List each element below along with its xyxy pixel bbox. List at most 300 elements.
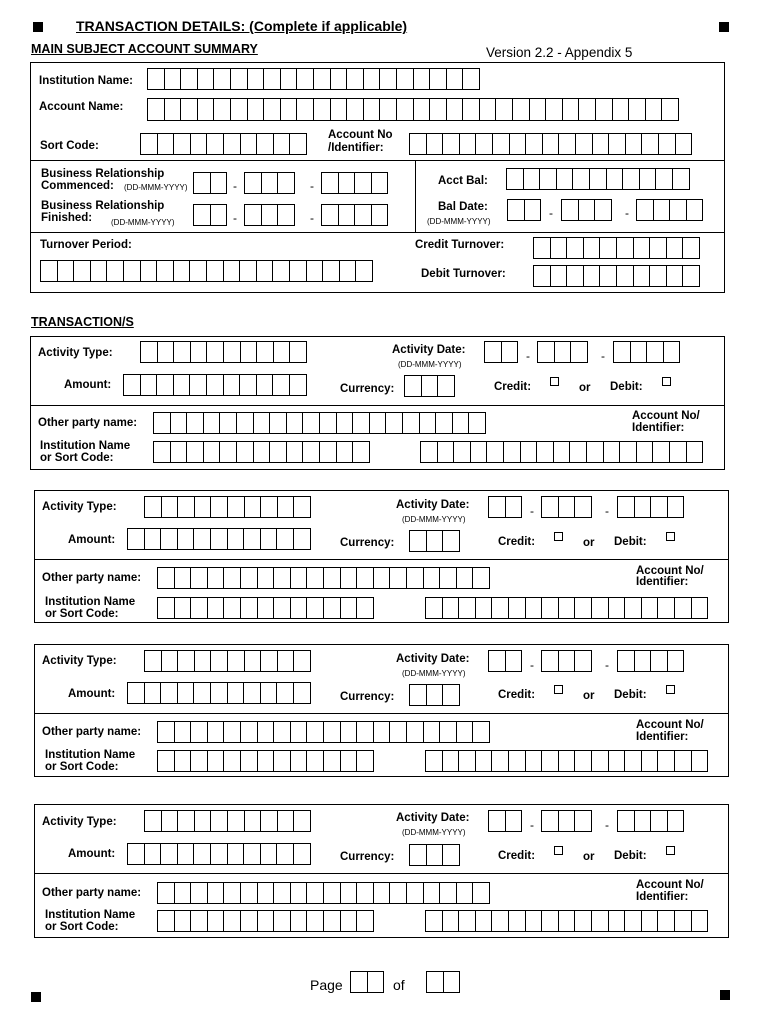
char-box[interactable] bbox=[437, 375, 455, 397]
char-box[interactable] bbox=[426, 684, 444, 706]
char-box[interactable] bbox=[223, 341, 241, 363]
char-box[interactable] bbox=[207, 910, 225, 932]
char-box[interactable] bbox=[472, 882, 490, 904]
char-box[interactable] bbox=[244, 496, 262, 518]
char-box[interactable] bbox=[290, 882, 308, 904]
char-box[interactable] bbox=[244, 810, 262, 832]
char-box[interactable] bbox=[256, 260, 274, 282]
char-box[interactable] bbox=[323, 910, 341, 932]
debit-checkbox[interactable] bbox=[662, 377, 671, 386]
char-box[interactable] bbox=[223, 260, 241, 282]
char-box[interactable] bbox=[296, 68, 314, 90]
char-box[interactable] bbox=[190, 910, 208, 932]
credit-turnover-field[interactable] bbox=[533, 237, 700, 259]
char-box[interactable] bbox=[293, 528, 311, 550]
char-box[interactable] bbox=[574, 810, 592, 832]
char-box[interactable] bbox=[641, 133, 659, 155]
char-box[interactable] bbox=[608, 597, 626, 619]
char-box[interactable] bbox=[367, 971, 385, 993]
char-box[interactable] bbox=[373, 882, 391, 904]
char-box[interactable] bbox=[508, 597, 526, 619]
char-box[interactable] bbox=[153, 412, 171, 434]
char-box[interactable] bbox=[636, 199, 654, 221]
char-box[interactable] bbox=[290, 597, 308, 619]
char-box[interactable] bbox=[409, 684, 427, 706]
char-box[interactable] bbox=[161, 496, 179, 518]
char-box[interactable] bbox=[652, 441, 670, 463]
credit-checkbox[interactable] bbox=[554, 846, 563, 855]
char-box[interactable] bbox=[173, 133, 191, 155]
char-box[interactable] bbox=[409, 133, 427, 155]
char-box[interactable] bbox=[639, 168, 657, 190]
char-box[interactable] bbox=[396, 98, 414, 121]
char-box[interactable] bbox=[290, 721, 308, 743]
char-box[interactable] bbox=[456, 882, 474, 904]
char-box[interactable] bbox=[293, 650, 311, 672]
char-box[interactable] bbox=[190, 597, 208, 619]
char-box[interactable] bbox=[429, 68, 447, 90]
char-box[interactable] bbox=[346, 98, 364, 121]
char-box[interactable] bbox=[240, 341, 258, 363]
char-box[interactable] bbox=[402, 412, 420, 434]
char-box[interactable] bbox=[194, 496, 212, 518]
char-box[interactable] bbox=[470, 441, 488, 463]
char-box[interactable] bbox=[435, 412, 453, 434]
char-box[interactable] bbox=[253, 441, 271, 463]
char-box[interactable] bbox=[356, 882, 374, 904]
char-box[interactable] bbox=[592, 133, 610, 155]
char-box[interactable] bbox=[475, 910, 493, 932]
char-box[interactable] bbox=[429, 98, 447, 121]
char-box[interactable] bbox=[682, 265, 700, 287]
char-box[interactable] bbox=[459, 133, 477, 155]
char-box[interactable] bbox=[210, 650, 228, 672]
char-box[interactable] bbox=[536, 441, 554, 463]
char-box[interactable] bbox=[144, 528, 162, 550]
char-box[interactable] bbox=[682, 237, 700, 259]
char-box[interactable] bbox=[194, 650, 212, 672]
other-party-field[interactable] bbox=[153, 412, 486, 434]
debit-checkbox[interactable] bbox=[666, 685, 675, 694]
char-box[interactable] bbox=[160, 682, 178, 704]
currency-field[interactable] bbox=[409, 684, 460, 706]
char-box[interactable] bbox=[193, 843, 211, 865]
char-box[interactable] bbox=[160, 528, 178, 550]
char-box[interactable] bbox=[140, 341, 158, 363]
char-box[interactable] bbox=[306, 721, 324, 743]
char-box[interactable] bbox=[512, 98, 530, 121]
char-box[interactable] bbox=[608, 910, 626, 932]
char-box[interactable] bbox=[193, 682, 211, 704]
char-box[interactable] bbox=[413, 68, 431, 90]
char-box[interactable] bbox=[503, 441, 521, 463]
char-box[interactable] bbox=[369, 412, 387, 434]
char-box[interactable] bbox=[663, 341, 681, 363]
char-box[interactable] bbox=[389, 882, 407, 904]
char-box[interactable] bbox=[293, 810, 311, 832]
char-box[interactable] bbox=[272, 260, 290, 282]
char-box[interactable] bbox=[636, 441, 654, 463]
credit-checkbox[interactable] bbox=[554, 532, 563, 541]
char-box[interactable] bbox=[617, 650, 635, 672]
char-box[interactable] bbox=[439, 882, 457, 904]
char-box[interactable] bbox=[177, 682, 195, 704]
char-box[interactable] bbox=[174, 750, 192, 772]
char-box[interactable] bbox=[173, 341, 191, 363]
char-box[interactable] bbox=[189, 260, 207, 282]
char-box[interactable] bbox=[190, 567, 208, 589]
activity-type-field[interactable] bbox=[144, 650, 311, 672]
account-no-field[interactable] bbox=[425, 597, 708, 619]
char-box[interactable] bbox=[338, 172, 356, 194]
institution-field[interactable] bbox=[157, 910, 374, 932]
char-box[interactable] bbox=[389, 567, 407, 589]
char-box[interactable] bbox=[657, 597, 675, 619]
activity-date-year-field[interactable] bbox=[617, 650, 684, 672]
char-box[interactable] bbox=[227, 650, 245, 672]
activity-type-field[interactable] bbox=[144, 496, 311, 518]
char-box[interactable] bbox=[533, 237, 551, 259]
char-box[interactable] bbox=[340, 750, 358, 772]
char-box[interactable] bbox=[524, 199, 542, 221]
char-box[interactable] bbox=[356, 721, 374, 743]
char-box[interactable] bbox=[157, 910, 175, 932]
char-box[interactable] bbox=[667, 496, 685, 518]
char-box[interactable] bbox=[661, 98, 679, 121]
char-box[interactable] bbox=[164, 68, 182, 90]
char-box[interactable] bbox=[446, 98, 464, 121]
char-box[interactable] bbox=[257, 567, 275, 589]
char-box[interactable] bbox=[210, 172, 228, 194]
char-box[interactable] bbox=[667, 650, 685, 672]
char-box[interactable] bbox=[256, 374, 274, 396]
char-box[interactable] bbox=[243, 682, 261, 704]
char-box[interactable] bbox=[583, 265, 601, 287]
char-box[interactable] bbox=[492, 133, 510, 155]
char-box[interactable] bbox=[313, 68, 331, 90]
char-box[interactable] bbox=[260, 528, 278, 550]
char-box[interactable] bbox=[322, 260, 340, 282]
char-box[interactable] bbox=[541, 910, 559, 932]
char-box[interactable] bbox=[219, 412, 237, 434]
bal-date-day-field[interactable] bbox=[507, 199, 541, 221]
finished-day-field[interactable] bbox=[193, 204, 227, 226]
char-box[interactable] bbox=[157, 750, 175, 772]
char-box[interactable] bbox=[625, 133, 643, 155]
activity-date-year-field[interactable] bbox=[617, 496, 684, 518]
char-box[interactable] bbox=[177, 528, 195, 550]
activity-date-month-field[interactable] bbox=[541, 496, 592, 518]
char-box[interactable] bbox=[174, 910, 192, 932]
char-box[interactable] bbox=[583, 237, 601, 259]
char-box[interactable] bbox=[529, 98, 547, 121]
char-box[interactable] bbox=[616, 265, 634, 287]
char-box[interactable] bbox=[649, 265, 667, 287]
char-box[interactable] bbox=[244, 204, 262, 226]
char-box[interactable] bbox=[595, 98, 613, 121]
char-box[interactable] bbox=[356, 910, 374, 932]
char-box[interactable] bbox=[501, 341, 519, 363]
char-box[interactable] bbox=[302, 441, 320, 463]
char-box[interactable] bbox=[257, 750, 275, 772]
char-box[interactable] bbox=[263, 68, 281, 90]
activity-date-year-field[interactable] bbox=[617, 810, 684, 832]
char-box[interactable] bbox=[302, 412, 320, 434]
char-box[interactable] bbox=[650, 496, 668, 518]
page-number-field[interactable] bbox=[350, 971, 384, 993]
char-box[interactable] bbox=[260, 682, 278, 704]
char-box[interactable] bbox=[277, 810, 295, 832]
char-box[interactable] bbox=[633, 237, 651, 259]
char-box[interactable] bbox=[569, 441, 587, 463]
currency-field[interactable] bbox=[404, 375, 455, 397]
char-box[interactable] bbox=[227, 810, 245, 832]
char-box[interactable] bbox=[144, 682, 162, 704]
char-box[interactable] bbox=[277, 204, 295, 226]
char-box[interactable] bbox=[273, 341, 291, 363]
char-box[interactable] bbox=[157, 567, 175, 589]
char-box[interactable] bbox=[174, 721, 192, 743]
char-box[interactable] bbox=[667, 810, 685, 832]
char-box[interactable] bbox=[223, 597, 241, 619]
char-box[interactable] bbox=[608, 750, 626, 772]
char-box[interactable] bbox=[244, 172, 262, 194]
char-box[interactable] bbox=[147, 98, 165, 121]
char-box[interactable] bbox=[655, 168, 673, 190]
char-box[interactable] bbox=[219, 441, 237, 463]
char-box[interactable] bbox=[90, 260, 108, 282]
char-box[interactable] bbox=[578, 98, 596, 121]
finished-year-field[interactable] bbox=[321, 204, 388, 226]
char-box[interactable] bbox=[641, 750, 659, 772]
char-box[interactable] bbox=[289, 133, 307, 155]
char-box[interactable] bbox=[566, 265, 584, 287]
char-box[interactable] bbox=[170, 441, 188, 463]
amount-field[interactable] bbox=[127, 843, 311, 865]
char-box[interactable] bbox=[210, 810, 228, 832]
char-box[interactable] bbox=[574, 910, 592, 932]
credit-checkbox[interactable] bbox=[554, 685, 563, 694]
char-box[interactable] bbox=[273, 721, 291, 743]
char-box[interactable] bbox=[240, 133, 258, 155]
char-box[interactable] bbox=[472, 721, 490, 743]
char-box[interactable] bbox=[616, 237, 634, 259]
char-box[interactable] bbox=[613, 341, 631, 363]
char-box[interactable] bbox=[293, 843, 311, 865]
char-box[interactable] bbox=[363, 98, 381, 121]
char-box[interactable] bbox=[290, 910, 308, 932]
char-box[interactable] bbox=[558, 133, 576, 155]
char-box[interactable] bbox=[491, 910, 509, 932]
char-box[interactable] bbox=[509, 133, 527, 155]
char-box[interactable] bbox=[674, 597, 692, 619]
account-no-field[interactable] bbox=[425, 750, 708, 772]
char-box[interactable] bbox=[223, 567, 241, 589]
char-box[interactable] bbox=[206, 374, 224, 396]
char-box[interactable] bbox=[558, 496, 576, 518]
char-box[interactable] bbox=[650, 650, 668, 672]
char-box[interactable] bbox=[203, 441, 221, 463]
char-box[interactable] bbox=[458, 910, 476, 932]
char-box[interactable] bbox=[691, 910, 709, 932]
char-box[interactable] bbox=[223, 750, 241, 772]
char-box[interactable] bbox=[173, 374, 191, 396]
char-box[interactable] bbox=[273, 567, 291, 589]
char-box[interactable] bbox=[541, 650, 559, 672]
char-box[interactable] bbox=[290, 750, 308, 772]
char-box[interactable] bbox=[488, 650, 506, 672]
char-box[interactable] bbox=[666, 265, 684, 287]
char-box[interactable] bbox=[346, 68, 364, 90]
char-box[interactable] bbox=[624, 597, 642, 619]
char-box[interactable] bbox=[190, 133, 208, 155]
char-box[interactable] bbox=[140, 260, 158, 282]
char-box[interactable] bbox=[286, 441, 304, 463]
char-box[interactable] bbox=[352, 441, 370, 463]
char-box[interactable] bbox=[612, 98, 630, 121]
char-box[interactable] bbox=[340, 597, 358, 619]
char-box[interactable] bbox=[340, 910, 358, 932]
institution-field[interactable] bbox=[153, 441, 370, 463]
char-box[interactable] bbox=[542, 133, 560, 155]
other-party-field[interactable] bbox=[157, 567, 490, 589]
char-box[interactable] bbox=[177, 650, 195, 672]
char-box[interactable] bbox=[319, 412, 337, 434]
char-box[interactable] bbox=[73, 260, 91, 282]
char-box[interactable] bbox=[462, 98, 480, 121]
char-box[interactable] bbox=[574, 597, 592, 619]
char-box[interactable] bbox=[247, 98, 265, 121]
char-box[interactable] bbox=[257, 882, 275, 904]
char-box[interactable] bbox=[634, 810, 652, 832]
char-box[interactable] bbox=[180, 68, 198, 90]
other-party-field[interactable] bbox=[157, 882, 490, 904]
char-box[interactable] bbox=[458, 750, 476, 772]
char-box[interactable] bbox=[323, 882, 341, 904]
activity-date-month-field[interactable] bbox=[541, 810, 592, 832]
char-box[interactable] bbox=[591, 910, 609, 932]
char-box[interactable] bbox=[556, 168, 574, 190]
char-box[interactable] bbox=[421, 375, 439, 397]
char-box[interactable] bbox=[426, 133, 444, 155]
char-box[interactable] bbox=[286, 412, 304, 434]
char-box[interactable] bbox=[475, 750, 493, 772]
char-box[interactable] bbox=[127, 843, 145, 865]
char-box[interactable] bbox=[409, 530, 427, 552]
char-box[interactable] bbox=[472, 567, 490, 589]
char-box[interactable] bbox=[336, 412, 354, 434]
char-box[interactable] bbox=[442, 684, 460, 706]
char-box[interactable] bbox=[207, 721, 225, 743]
commenced-year-field[interactable] bbox=[321, 172, 388, 194]
char-box[interactable] bbox=[591, 750, 609, 772]
char-box[interactable] bbox=[420, 441, 438, 463]
char-box[interactable] bbox=[174, 567, 192, 589]
char-box[interactable] bbox=[289, 341, 307, 363]
char-box[interactable] bbox=[289, 374, 307, 396]
credit-checkbox[interactable] bbox=[550, 377, 559, 386]
char-box[interactable] bbox=[210, 682, 228, 704]
commenced-day-field[interactable] bbox=[193, 172, 227, 194]
char-box[interactable] bbox=[507, 199, 525, 221]
char-box[interactable] bbox=[257, 721, 275, 743]
char-box[interactable] bbox=[273, 597, 291, 619]
char-box[interactable] bbox=[127, 528, 145, 550]
char-box[interactable] bbox=[649, 237, 667, 259]
other-party-field[interactable] bbox=[157, 721, 490, 743]
char-box[interactable] bbox=[293, 682, 311, 704]
char-box[interactable] bbox=[442, 530, 460, 552]
char-box[interactable] bbox=[273, 133, 291, 155]
char-box[interactable] bbox=[385, 412, 403, 434]
char-box[interactable] bbox=[144, 650, 162, 672]
char-box[interactable] bbox=[276, 528, 294, 550]
char-box[interactable] bbox=[243, 528, 261, 550]
char-box[interactable] bbox=[566, 237, 584, 259]
activity-type-field[interactable] bbox=[140, 341, 307, 363]
char-box[interactable] bbox=[293, 496, 311, 518]
char-box[interactable] bbox=[161, 650, 179, 672]
char-box[interactable] bbox=[452, 412, 470, 434]
char-box[interactable] bbox=[190, 721, 208, 743]
char-box[interactable] bbox=[203, 412, 221, 434]
char-box[interactable] bbox=[426, 530, 444, 552]
char-box[interactable] bbox=[340, 882, 358, 904]
char-box[interactable] bbox=[223, 374, 241, 396]
char-box[interactable] bbox=[330, 68, 348, 90]
char-box[interactable] bbox=[140, 374, 158, 396]
char-box[interactable] bbox=[277, 172, 295, 194]
institution-field[interactable] bbox=[157, 597, 374, 619]
char-box[interactable] bbox=[177, 843, 195, 865]
char-box[interactable] bbox=[389, 721, 407, 743]
char-box[interactable] bbox=[672, 168, 690, 190]
char-box[interactable] bbox=[197, 98, 215, 121]
char-box[interactable] bbox=[210, 843, 228, 865]
char-box[interactable] bbox=[313, 98, 331, 121]
char-box[interactable] bbox=[599, 237, 617, 259]
char-box[interactable] bbox=[594, 199, 612, 221]
char-box[interactable] bbox=[289, 260, 307, 282]
char-box[interactable] bbox=[508, 750, 526, 772]
char-box[interactable] bbox=[456, 721, 474, 743]
char-box[interactable] bbox=[558, 750, 576, 772]
char-box[interactable] bbox=[164, 98, 182, 121]
char-box[interactable] bbox=[177, 810, 195, 832]
char-box[interactable] bbox=[173, 260, 191, 282]
char-box[interactable] bbox=[617, 496, 635, 518]
char-box[interactable] bbox=[439, 567, 457, 589]
char-box[interactable] bbox=[508, 910, 526, 932]
char-box[interactable] bbox=[409, 844, 427, 866]
char-box[interactable] bbox=[223, 133, 241, 155]
char-box[interactable] bbox=[475, 133, 493, 155]
char-box[interactable] bbox=[356, 750, 374, 772]
char-box[interactable] bbox=[484, 341, 502, 363]
acct-bal-field[interactable] bbox=[506, 168, 690, 190]
char-box[interactable] bbox=[356, 567, 374, 589]
char-box[interactable] bbox=[686, 441, 704, 463]
char-box[interactable] bbox=[213, 98, 231, 121]
char-box[interactable] bbox=[140, 133, 158, 155]
char-box[interactable] bbox=[323, 597, 341, 619]
char-box[interactable] bbox=[653, 199, 671, 221]
activity-date-day-field[interactable] bbox=[484, 341, 518, 363]
char-box[interactable] bbox=[213, 68, 231, 90]
char-box[interactable] bbox=[404, 375, 422, 397]
char-box[interactable] bbox=[330, 98, 348, 121]
char-box[interactable] bbox=[488, 810, 506, 832]
